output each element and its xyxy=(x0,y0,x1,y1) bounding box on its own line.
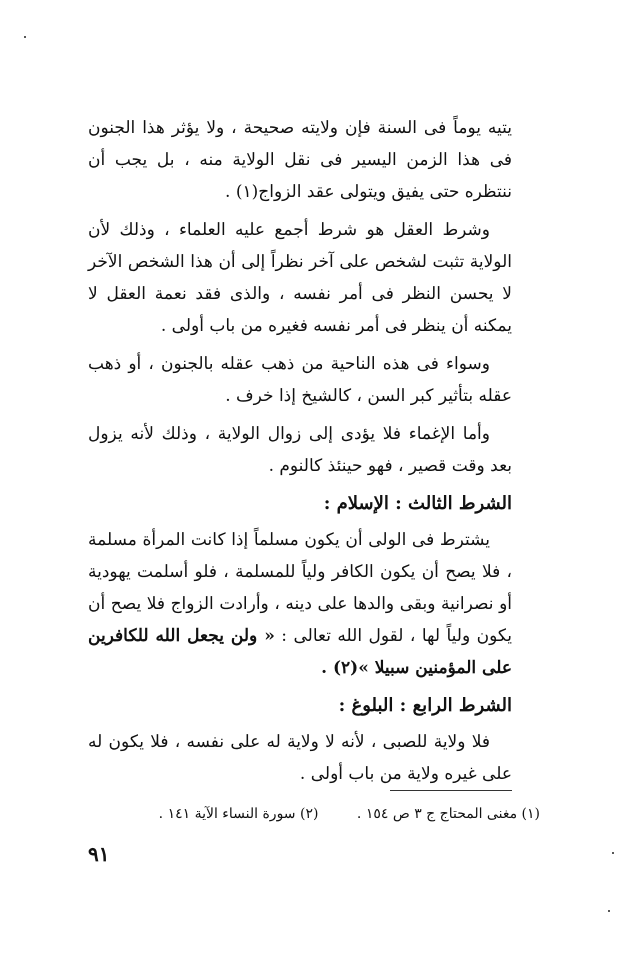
paragraph: وسواء فى هذه الناحية من ذهب عقله بالجنون ، أو ذهب عقله بتأثير كبر السن ، كالشيخ إذا خرف . xyxy=(88,354,512,406)
section-heading-islam: الشرط الثالث : الإسلام : xyxy=(323,493,512,514)
page-number: ٩١ xyxy=(88,842,110,866)
scan-speck xyxy=(612,852,614,854)
scan-speck xyxy=(608,910,610,912)
footnote-1: (١) مغنى المحتاج ج ٣ ص ١٥٤ . xyxy=(356,806,540,822)
footnotes xyxy=(100,806,540,822)
scan-speck xyxy=(24,36,26,38)
footnote-2: (٢) سورة النساء الآية ١٤١ . xyxy=(158,806,319,822)
body-text xyxy=(88,112,512,796)
paragraph: يتيه يوماً فى السنة فإن ولايته صحيحة ، ولا يؤثر هذا الجنون فى هذا الزمن اليسير فى نقل الولاية منه ، بل يجب أن ننتظره حتى يفيق ويتولى عقد الزواج(١) . xyxy=(88,118,512,202)
paragraph: وشرط العقل هو شرط أجمع عليه العلماء ، وذلك لأن الولاية تثبت لشخص على آخر نظراً إلى أن هذا الشخص الآخر لا يحسن النظر فى أمر نفسه ، والذى فقد نعمة العقل لا يمكنه أن ينظر فى أمر نفسه فغيره من باب أولى . xyxy=(88,220,512,336)
quran-quote: « ولن يجعل الله للكافرين على المؤمنين سبيلا »(٢) . xyxy=(88,626,512,678)
footnote-divider xyxy=(390,790,512,791)
islam-text: يشترط فى الولى أن يكون مسلماً إذا كانت المرأة مسلمة ، فلا يصح أن يكون الكافر ولياً للمسلمة ، فلو أسلمت يهودية أو نصرانية وبقى والدها على دينه ، وأرادت الزواج فلا يصح أن يكون ولياً لها ، لقول الله تعالى : xyxy=(88,530,513,646)
paragraph: وأما الإغماء فلا يؤدى إلى زوال الولاية ، وذلك لأنه يزول بعد وقت قصير ، فهو حينئذ كالنوم . xyxy=(88,424,512,476)
section-heading-puberty: الشرط الرابع : البلوغ : xyxy=(338,695,512,716)
paragraph: فلا ولاية للصبى ، لأنه لا ولاية له على نفسه ، فلا يكون له على غيره ولاية من باب أولى . xyxy=(88,732,512,784)
paragraph xyxy=(88,524,512,684)
